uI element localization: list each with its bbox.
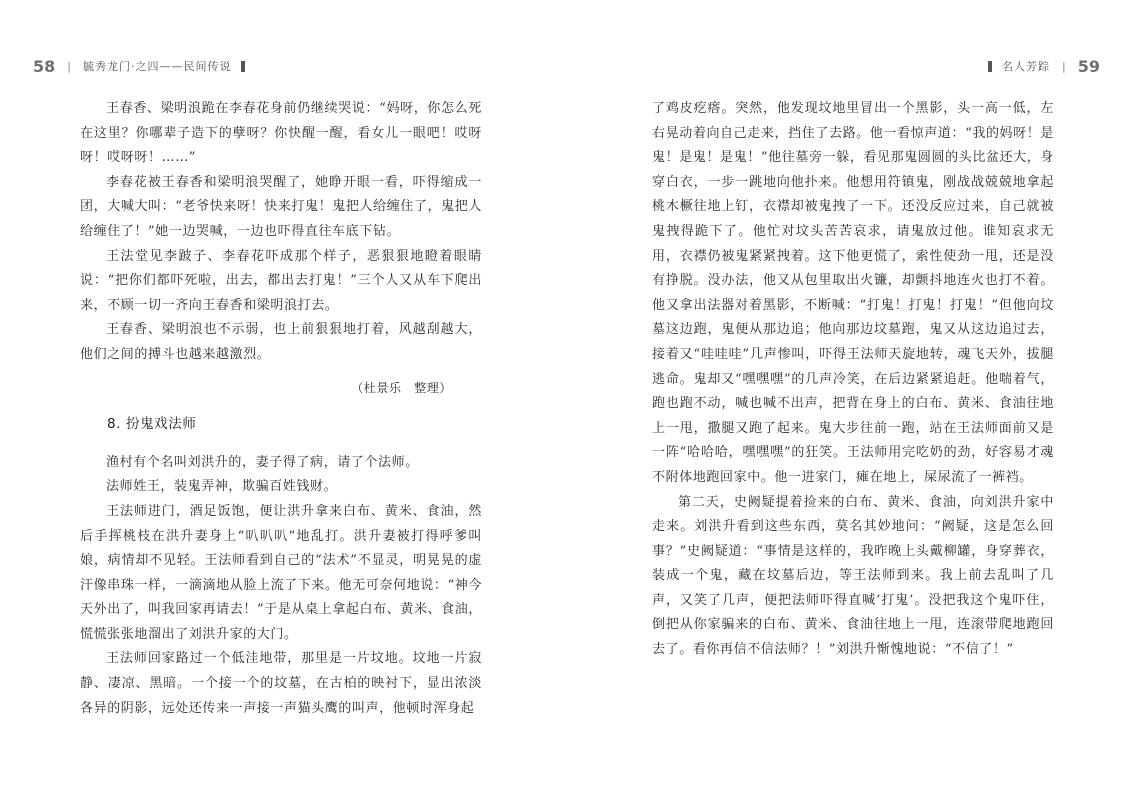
paragraph: 王法师回家路过一个低洼地带，那里是一片坟地。坟地一片寂静、凄凉、黑暗。一个接一个的坟墓，在古柏的映衬下，显出浓淡各异的阴影，远处还传来一声接一声猫头鹰的叫声，他顿时浑身起	[80, 651, 482, 716]
paragraph: 王春香、梁明浪也不示弱，也上前狠狠地打着，风越刮越大，他们之间的搏斗也越来越激烈。	[80, 322, 482, 362]
paragraph: 渔村有个名叫刘洪升的，妻子得了病，请了个法师。	[106, 454, 419, 470]
right-page	[566, 0, 1133, 799]
paragraph: 王法师进门，酒足饭饱，便让洪升拿来白布、黄米、食油，然后手挥桃枝在洪升妻身上“叭叭叭”地乱打。洪升妻被打得呼爹叫娘，病情却不见轻。王法师看到自己的“法术”不显灵，明晃晃的虚汗像串珠一样，一滴滴地从脸上流了下来。他无可奈何地说：“神今天外出了，叫我回家再请去！”于是从桌上拿起白布、黄米、食油，慌慌张张地溜出了刘洪升家的大门。	[80, 503, 482, 642]
header-block-marker	[241, 61, 245, 72]
page-number-right: 59	[1077, 56, 1100, 76]
header-separator: |	[67, 59, 71, 73]
paragraph: 法师姓王，装鬼弄神，欺骗百姓钱财。	[106, 479, 338, 495]
right-page-header	[978, 56, 1100, 76]
right-text-column	[652, 97, 1054, 663]
paragraph: 第二天，史阙疑提着捡来的白布、黄米、食油，向刘洪升家中走来。刘洪升看到这些东西，莫名其妙地问：“阙疑，这是怎么回事？”史阙疑道：“事情是这样的，我昨晚上头戴柳罐，身穿葬衣，装成一个鬼，藏在坟墓后边，等王法师到来。我上前去乱叫了几声，又笑了几声，便把法师吓得直喊‘打鬼’。没把我这个鬼吓住，倒把从你家骗来的白布、黄米、食油往地上一甩，连滚带爬地跑回去了。看你再信不信法师？！”刘洪升惭愧地说：“不信了！”	[652, 494, 1054, 658]
running-title-left: 毓秀龙门·之四——民间传说	[82, 60, 232, 73]
paragraph: 王法堂见李跛子、李春花吓成那个样子，恶狠狠地瞪着眼睛说：“把你们都吓死啦，出去，都出去打鬼！”三个人又从车下爬出来，不顾一切一齐向王春香和梁明浪打去。	[80, 248, 482, 313]
paragraph: 了鸡皮疙瘩。突然，他发现坟地里冒出一个黑影，头一高一低，左右晃动着向自己走来，挡住了去路。他一看惊声道：“我的妈呀！是鬼！是鬼！是鬼！”他往墓旁一躲，看见那鬼圆圆的头比盆还大，身穿白衣，一步一跳地向他扑来。他想用符镇鬼，刚战战兢兢地拿起桃木橛往地上钉，衣襟却被鬼拽了一下。还没反应过来，自己就被鬼拽得跪下了。他忙对坟头苦苦哀求，请鬼放过他。谁知哀求无用，衣襟仍被鬼紧紧拽着。这下他更慌了，索性使劲一甩，还是没有挣脱。没办法，他又从包里取出火镰，却颤抖地连火也打不着。他又拿出法器对着黑影，不断喊：“打鬼！打鬼！打鬼！”但他向坟墓这边跑，鬼便从那边追；他向那边坟墓跑，鬼又从这边追过去，接着又“哇哇哇”几声惨叫，吓得王法师天旋地转，魂飞天外，拔腿逃命。鬼却又“嘿嘿嘿”的几声冷笑，在后边紧紧追赶。他喘着气，跑也跑不动，喊也喊不出声，把背在身上的白布、黄米、食油往地上一甩，撒腿又跑了起来。鬼大步往前一跑，站在王法师面前又是一阵“哈哈哈，嘿嘿嘿”的狂笑。王法师用完吃奶的劲，好容易才魂不附体地跑回家中。他一进家门，瘫在地上，屎尿流了一裤裆。	[652, 101, 1054, 485]
paragraph: 李春花被王春香和梁明浪哭醒了，她睁开眼一看，吓得缩成一团，大喊大叫：“老爷快来呀！快来打鬼！鬼把人给缠住了，鬼把人给缠住了！”她一边哭喊，一边也吓得直往车底下钻。	[80, 174, 482, 239]
header-separator: |	[1062, 59, 1066, 73]
left-page	[0, 0, 566, 799]
header-block-marker	[988, 61, 992, 72]
running-title-right: 名人芳踪	[1002, 60, 1051, 73]
left-page-header	[33, 56, 255, 76]
left-text-column	[80, 97, 482, 721]
paragraph: 王春香、梁明浪跪在李春花身前仍继续哭说：“妈呀，你怎么死在这里？你哪辈子造下的孽呀？你快醒一醒，看女儿一眼吧！哎呀呀！哎呀呀！……”	[80, 101, 482, 166]
section-title: 8. 扮鬼戏法师	[107, 416, 197, 433]
page-number-left: 58	[33, 56, 56, 76]
story-credit: （杜景乐 整理）	[351, 380, 452, 395]
